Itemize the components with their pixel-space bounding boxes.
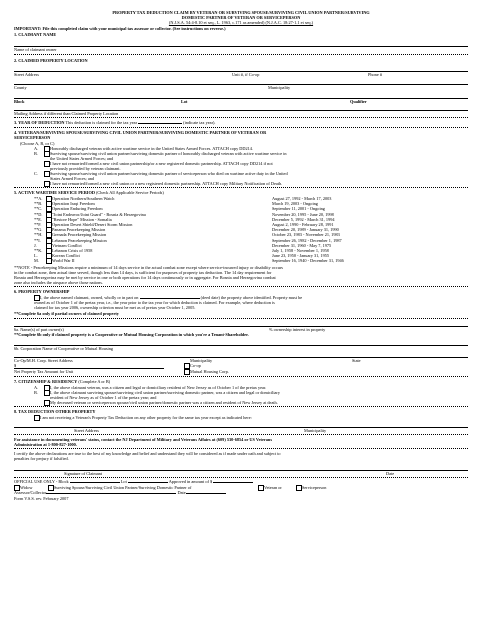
ownership-text-a: I, the above named claimant, owned, wholly or in part on — [40, 295, 139, 300]
form-title-line2: DOMESTIC PARTNER OF VETERAN OR SERVICEPERSON — [181, 15, 301, 20]
period-name: Lebanon Crisis of 1958 — [52, 248, 93, 253]
section-7-header — [14, 379, 110, 384]
section-3 — [14, 120, 216, 125]
period-mark: **K. — [34, 248, 43, 253]
period-name: Lebanon Peacekeeping Mission — [52, 237, 107, 243]
tax-year-field[interactable] — [138, 123, 182, 124]
period-dates: June 23, 1950 - January 31, 1955 — [272, 253, 330, 259]
form-id: Form V.S.S. rev. February 2007 — [14, 496, 69, 501]
option-7b-text2: resident of New Jersey as of October 1 of the pretax year; and — [50, 395, 157, 400]
tax-form — [14, 10, 468, 614]
section-1-title: 1. CLAIMANT NAME — [14, 32, 57, 37]
signature-label: Signature of Claimant — [64, 471, 102, 476]
option-a-text: Honorably discharged veteran with active wartime service in the United States Armed Forces. ATTACH copy DD214. — [50, 146, 254, 151]
period-mark: **B. — [34, 201, 43, 207]
period-dates: December 31, 1960 - May 7, 1975 — [272, 242, 332, 248]
period-dates: August 2, 1990 - February 28, 1991 — [272, 222, 334, 227]
county-label: County — [14, 85, 27, 90]
period-dates: December 20, 1989 - January 31, 1990 — [272, 227, 339, 233]
coop-municipality-label: Municipality — [190, 358, 213, 363]
county-line[interactable] — [14, 84, 468, 85]
period-mark: **E. — [34, 216, 42, 222]
option-c-text2: States Armed Forces; and — [50, 176, 95, 181]
period-mark: J. — [34, 242, 37, 248]
option-7a-text: I, the above claimant veteran, was a citizen and legal or domiciliary resident of New Jersey as of October 1 of the pretax year. — [50, 385, 267, 390]
option-c-letter: C. — [34, 171, 38, 176]
net-tax-label: Net Property Tax Amount for Unit — [14, 369, 74, 374]
note-line2: in the combat zone, then actual time served, though less than 14 days, is sufficient for purposes of property tax deduction. The 14 day requirement for — [14, 270, 272, 275]
unit-label: Unit #, if Co-op — [232, 72, 260, 77]
option-c-text3: I have not remarried/formed a new civil union or a new registered domestic partnership. ATTACH copy Military Notification of Death. — [50, 181, 283, 186]
period-name: "Joint Endeavor/Joint Guard" - Bosnia & Herzegovina — [52, 211, 146, 217]
part-owner-line[interactable] — [14, 326, 468, 327]
approved-amount-field[interactable] — [213, 482, 253, 483]
option-b-text: Surviving spouse/surviving civil union partner/surviving domestic partner of honorably discharged veteran with active wartime service in — [50, 151, 287, 156]
divider — [14, 477, 468, 478]
deed-date-field[interactable] — [140, 298, 200, 299]
official-lot-label: Lot — [120, 479, 127, 484]
assessor-label: Assessor/Collector — [14, 490, 47, 495]
option-7b-text3: My deceased veteran or serviceperson spouse/civil union partner/domestic partner was a citizen and resident of New Jersey at death. — [50, 400, 278, 405]
corp-label: 6b. Corporation Name of Cooperative or Mutual Housing — [14, 346, 114, 351]
section-7-title: 7. CITIZENSHIP & RESIDENCY — [14, 379, 78, 384]
mutual-housing-label: Mutual Housing Corp. — [190, 369, 229, 374]
section-5-header — [14, 190, 164, 195]
divider — [14, 376, 468, 377]
official-date-label: Date — [177, 490, 186, 495]
note-line4: zone also includes the airspace above those nations. — [14, 280, 104, 285]
municipality-label: Municipality — [268, 85, 291, 90]
section-2-title: 2. CLAIMED PROPERTY LOCATION — [14, 58, 88, 63]
divider — [14, 318, 468, 319]
period-name: Korean Conflict — [52, 253, 80, 259]
divider — [14, 54, 468, 55]
option-c-text: Surviving spouse/surviving civil union partner/surviving domestic partner of serviceperson who died on wartime active duty in the United — [50, 171, 288, 176]
option-b-text3: I have not remarried/formed a new civil union partnership/or a new registered domestic partnership. ATTACH copy DD214 if not — [50, 161, 273, 166]
section-4-title2: SERVICEPERSON — [14, 135, 51, 140]
other-property-text: I am not receiving a Veteran's Property Tax Deduction on any other property for the same tax year except as indicated here: — [40, 415, 252, 420]
official-use-label: OFFICIAL USE ONLY - Block — [14, 479, 69, 484]
claimant-name-label: Name of claimant owner — [14, 47, 57, 52]
assessor-field[interactable] — [46, 493, 176, 494]
period-dates: March 19, 2003 - Ongoing — [272, 201, 318, 207]
section-8-title: 8. TAX DEDUCTION OTHER PROPERTY — [14, 409, 96, 414]
divider — [14, 286, 468, 287]
option-b-letter: B. — [34, 151, 38, 156]
divider — [14, 448, 468, 449]
period-mark: **I. — [34, 237, 41, 243]
assistance-line1: For assistance in documenting veterans' status, contact the NJ Department of Military and Veterans Affairs at (609) 530-6854 or US Veterans — [14, 437, 272, 442]
year-hint: (indicate tax year). — [183, 120, 216, 125]
widow-label: Widow — [20, 485, 33, 490]
official-date-field[interactable] — [186, 493, 226, 494]
period-name: "Restore Hope" Mission - Somalia — [52, 216, 112, 222]
period-mark: L. — [34, 253, 38, 259]
block-label: Block — [14, 99, 25, 104]
option-b-text2: the United States Armed Forces; and — [50, 156, 114, 161]
other-municipality-label: Municipality — [304, 428, 327, 433]
ownership-text-b: (deed date) the property above identified. Property must be — [200, 295, 303, 300]
choose-hint: (Choose A, B, or C) — [20, 141, 55, 146]
complete-6a-note: **Complete 6a only if partial owners of claimed property — [14, 311, 119, 316]
period-dates: September 16, 1940 - December 31, 1946 — [272, 258, 344, 264]
lot-label: Lot — [181, 99, 188, 104]
divider — [14, 127, 468, 128]
veteran-label: Veteran or — [264, 485, 282, 490]
period-dates: September 26, 1982 - December 1, 1987 — [272, 237, 342, 243]
part-owner-label: 6a. Name(s) of part owner(s) — [14, 327, 64, 332]
period-dates: September 11, 2001 - Ongoing — [272, 206, 325, 212]
year-text: This deduction is claimed for the tax year — [65, 120, 138, 125]
divider — [14, 434, 468, 435]
section-4-title: 4. VETERAN/SURVIVING SPOUSE/SURVIVING CIVIL UNION PARTNER/SURVIVING DOMESTIC PARTNER OF VETERAN OR — [14, 130, 267, 135]
block-line[interactable] — [14, 98, 468, 99]
period-name: World War II — [52, 258, 75, 264]
period-mark: **D. — [34, 211, 43, 217]
important-notice: IMPORTANT: File this completed claim with your municipal tax assessor or collector. (See instructions on reverse.) — [14, 26, 226, 31]
serviceperson-label: Serviceperson — [302, 485, 327, 490]
ownership-pct-label: % ownership interest in property — [269, 327, 326, 332]
complete-6b-note: **Complete 6b only if claimed property is a Cooperative or Mutual Housing Corporation in which you're a Tenant-Shareholder. — [14, 332, 249, 337]
option-7b-text: I, the above claimant surviving spouse/surviving civil union partner/surviving domestic partner, was a citizen and legal or domiciliary — [50, 390, 281, 395]
divider — [14, 406, 468, 407]
phone-label: Phone # — [368, 72, 382, 77]
name-line[interactable] — [14, 46, 468, 47]
surviving-label: Surviving Spouse/Surviving Civil Union Partner/Surviving Domestic Partner of — [54, 485, 192, 490]
other-street-label: Street Address — [74, 428, 99, 433]
period-name: Operation Iraqi Freedom — [52, 201, 95, 207]
ownership-line3: claimed for tax year 2006, ownership criterion must be met as of pretax year October 1, 2005. — [34, 305, 196, 310]
period-name: Grenada Peacekeeping Mission — [52, 232, 107, 238]
section-5-title: 5. ACTIVE WARTIME SERVICE PERIOD — [14, 190, 95, 195]
period-mark: **G. — [34, 227, 43, 233]
certification-line1: I certify the above declarations are true to the best of my knowledge and belief and understand they will be considered as if made under oath and subject to — [14, 451, 281, 456]
date-label: Date — [386, 471, 395, 476]
statute-ref: (N.J.S.A. 54:4-8.10 et seq., L. 1963, c.171 as amended) (N.J.A.C. 18:27-1.1 et seq.) — [168, 20, 314, 25]
section-6-title: 6. PROPERTY OWNERSHIP — [14, 289, 70, 294]
section-7-hint: (Complete A or B) — [78, 379, 111, 384]
period-name: Operation Enduring Freedom — [52, 206, 103, 212]
street-label: Street Address — [14, 72, 39, 77]
section-5-hint: (Check All Applicable Service Periods) — [96, 190, 164, 195]
option-7a-letter: A. — [34, 385, 39, 390]
coop-address-line[interactable] — [14, 357, 468, 358]
period-mark: **H. — [34, 232, 43, 238]
coop-state-label: State — [352, 358, 361, 363]
option-a-letter: A. — [34, 146, 39, 151]
divider — [14, 187, 468, 188]
official-block-field[interactable] — [70, 482, 120, 483]
period-dates: August 27, 1992 - March 17, 2003 — [272, 196, 332, 201]
period-mark: **F. — [34, 222, 42, 227]
qualifier-label: Qualifier — [350, 99, 367, 104]
ownership-line2: owned as of October 1 of the pretax year, i.e., the year prior to the tax year for which deduction is claimed. For example, where deduction is — [34, 300, 275, 305]
coop-street-label: Co-Op/M.H. Corp. Street Address — [14, 358, 73, 363]
period-mark: **C. — [34, 206, 43, 212]
period-name: Operation Desert Shield/Desert Storm Mission — [52, 222, 133, 227]
period-name: Operation Northern/Southern Watch — [52, 196, 115, 201]
certification-line2: penalties for perjury if falsified. — [14, 456, 69, 461]
period-mark: M. — [34, 258, 39, 264]
period-name: Panama Peacekeeping Mission — [52, 227, 106, 233]
approved-label: Approved in amount of $ — [168, 479, 213, 484]
mailing-label: Mailing Address if different than Claimed Property Location — [14, 111, 119, 116]
divider — [14, 117, 468, 118]
assistance-line2: Administration at 1-800-827-1000. — [14, 442, 77, 447]
period-dates: July 1, 1958 - November 1, 1958 — [272, 248, 329, 253]
note-line3: Bosnia and Herzegovina may be met by service in one or both operations for 14 days continuously or in aggregate. For Bosnia and Herzegovina combat — [14, 275, 276, 280]
period-dates: November 20, 1995 - June 20, 1998 — [272, 211, 334, 217]
period-mark: **A. — [34, 196, 43, 201]
official-use-line — [14, 479, 253, 484]
note-line1: **NOTE - Peacekeeping Missions require a minimum of 14 days service in the actual combat zone except where service-incurred injury or disability occurs — [14, 265, 283, 270]
period-dates: December 5, 1992 - March 31, 1994 — [272, 216, 335, 222]
option-7b-letter: B. — [34, 390, 38, 395]
period-name: Vietnam Conflict — [52, 242, 82, 248]
form-title: PROPERTY TAX DEDUCTION CLAIM BY VETERAN OR SURVIVING SPOUSE/SURVIVING CIVIL UNION PARTNER/SURVIVING — [112, 10, 370, 15]
section-3-title: 3. YEAR OF DEDUCTION — [14, 120, 65, 125]
dollar-sign: $ — [14, 363, 17, 368]
coop-label: Co-op — [190, 363, 201, 368]
period-dates: October 23, 1983 - November 21, 1983 — [272, 232, 340, 238]
option-b-text4: previously provided by veteran claimant. — [50, 166, 121, 171]
official-lot-field[interactable] — [128, 482, 168, 483]
assessor-line — [14, 490, 226, 495]
